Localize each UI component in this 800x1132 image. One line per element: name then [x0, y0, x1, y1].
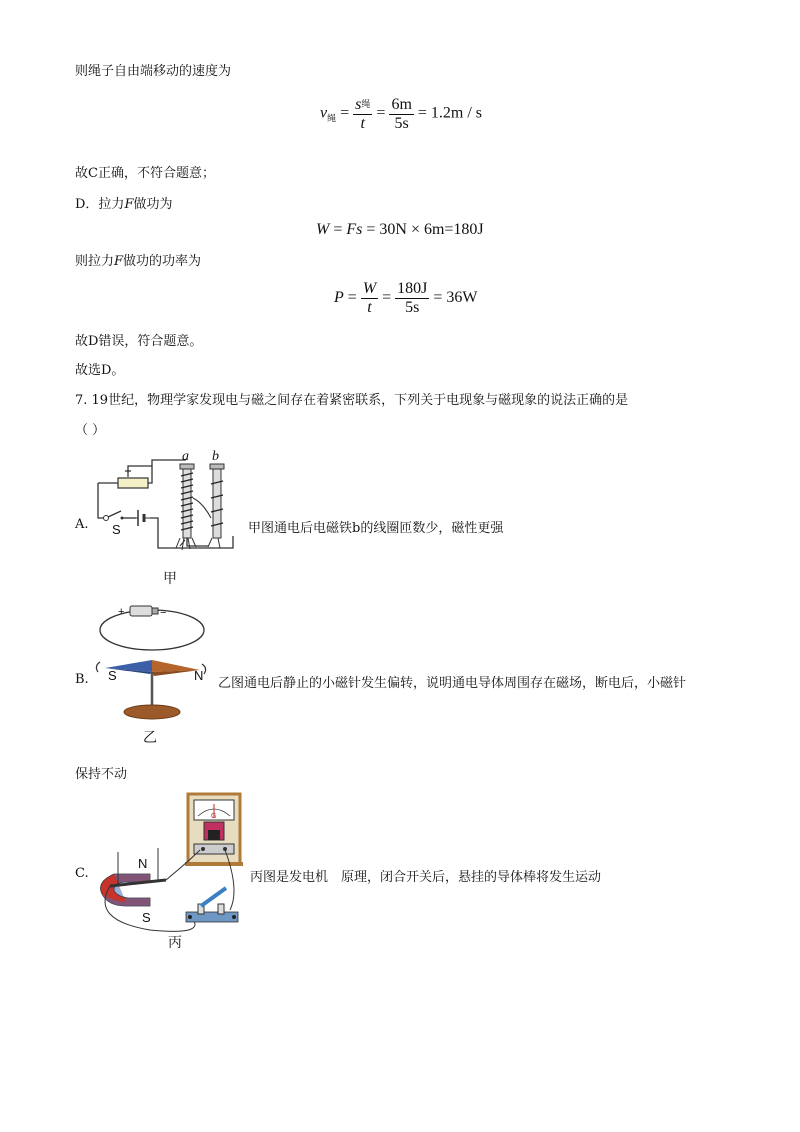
- figure-caption-yi: 乙: [143, 730, 157, 746]
- option-c-text: 丙图是发电机 原理，闭合开关后，悬挂的导体棒将发生运动: [250, 870, 602, 885]
- eq3-frac2: [395, 280, 429, 317]
- figure-electromagnets: [88, 448, 248, 558]
- stand-base: [124, 705, 180, 719]
- option-b-text: 乙图通电后静止的小磁针发生偏转，说明通电导体周围存在磁场，断电后，小磁针: [218, 676, 687, 691]
- eq3-num1: W: [362, 280, 377, 297]
- label-galvanometer: G: [211, 813, 217, 820]
- equation-power: P = $\frac{W}{t}$ = $\frac{180J}{5s}$ = 36W: [334, 280, 478, 316]
- eq1-lhs-sub: 绳: [327, 113, 337, 124]
- option-b-label: B.: [75, 672, 89, 687]
- eq3-lhs: P: [334, 289, 344, 307]
- switch-icon: [186, 888, 238, 922]
- eq1-num2: 6m: [391, 95, 412, 113]
- eq2-fs: Fs: [346, 221, 363, 238]
- battery-icon: [130, 606, 158, 616]
- label-a: a: [182, 449, 189, 464]
- l3-var: F: [124, 197, 134, 212]
- eq1-result: = 1.2m / s: [417, 104, 483, 122]
- eq3-num2: 180J: [397, 280, 428, 297]
- l3-suffix: 做功为: [133, 197, 173, 212]
- eq3-result: = 36W: [433, 289, 478, 307]
- question-7-stem: 7. 19世纪，物理学家发现电与磁之间存在着紧密联系，下列关于电现象与磁现象的说法正确的是: [75, 393, 629, 408]
- text-line-choose-d: 故选D。: [75, 363, 125, 378]
- text-line-power: [75, 253, 201, 271]
- eq1-den2: 5s: [394, 114, 409, 132]
- option-a-text: 甲图通电后电磁铁b的线圈匝数少，磁性更强: [248, 521, 504, 536]
- eq2-eq: =: [329, 221, 347, 238]
- switch-icon: [104, 516, 109, 521]
- label-needle-s: S: [108, 668, 117, 683]
- label-needle-n: N: [194, 668, 204, 683]
- eq1-den1: t: [360, 115, 365, 132]
- label-plus: +: [118, 606, 125, 618]
- eq3-den1: t: [367, 299, 372, 316]
- eq1-num1: s: [355, 96, 362, 113]
- eq3-den2: 5s: [405, 299, 420, 316]
- label-b: b: [212, 449, 219, 464]
- figure-caption-bing: 丙: [168, 935, 182, 951]
- l4-prefix: 则拉力: [75, 254, 115, 269]
- text-line-d-wrong: 故D错误，符合题意。: [75, 334, 203, 349]
- eq1-num1-sub: 绳: [361, 99, 371, 109]
- text-line-c-correct: 故C正确，不符合题意；: [75, 166, 215, 181]
- eq3-frac1: [361, 280, 378, 317]
- equation-rope-speed: $v_绳$ = $\frac{\text{s绳}}{t}$ = $\frac{6m}{5s}$ = 1.2m / s: [320, 95, 483, 132]
- eq2-var: W: [316, 221, 330, 238]
- figure-generator: [90, 790, 250, 940]
- electromagnet-a-icon: [180, 464, 194, 538]
- option-c-label: C.: [75, 866, 89, 881]
- option-b-text-continued: 保持不动: [75, 767, 128, 782]
- galvanometer-icon: [185, 794, 243, 866]
- label-switch-s: S: [112, 522, 121, 537]
- eq1-lhs: v: [320, 104, 328, 122]
- text-line-rope-speed: 则绳子自由端移动的速度为: [75, 64, 232, 79]
- l3-prefix: D．拉力: [75, 197, 125, 212]
- question-7-paren: （ ）: [75, 423, 106, 438]
- figure-caption-jia: 甲: [163, 571, 177, 587]
- option-a-label: A.: [75, 517, 89, 532]
- label-magnet-s: S: [142, 910, 151, 925]
- rheostat-icon: [118, 478, 148, 488]
- l4-var: F: [114, 254, 124, 269]
- eq2-rhs: = 30N × 6m=180J: [362, 221, 484, 238]
- eq1-frac2: [389, 96, 413, 133]
- eq1-frac1: [353, 95, 372, 133]
- text-line-d-work: [75, 196, 172, 214]
- l4-suffix: 做功的功率为: [123, 254, 202, 269]
- equation-work: [316, 221, 484, 239]
- label-minus: −: [160, 607, 167, 619]
- figure-oersted: [90, 600, 220, 725]
- electromagnet-b-icon: [210, 464, 224, 538]
- label-magnet-n: N: [138, 856, 148, 871]
